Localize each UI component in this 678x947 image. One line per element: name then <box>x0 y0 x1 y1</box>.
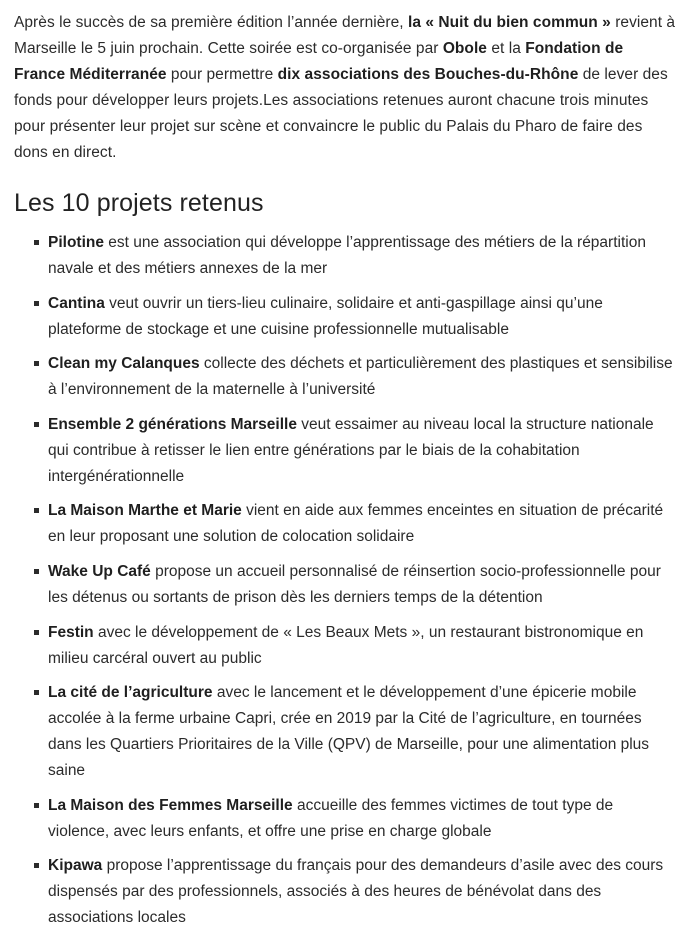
intro-bold-fondation: Fondation de France Méditerranée <box>14 40 624 83</box>
square-bullet-icon <box>34 690 39 695</box>
list-item <box>34 620 676 672</box>
square-bullet-icon <box>34 240 39 245</box>
project-description: avec le lancement et le développement d’une épicerie mobile accolée à la ferme urbaine Capri, crée en 2019 par la Cité de l’agriculture, en tournées dans les Quartiers Prioritaires de la Ville (QPV) de Marseille, pour une alimentation plus saine <box>48 684 650 780</box>
list-item <box>34 351 676 403</box>
project-description: propose l’apprentissage du français pour des demandeurs d’asile avec des cours dispensés par des professionnels, associés à des heures de bénévolat dans des associations locales <box>48 857 664 927</box>
project-name: La Maison des Femmes Marseille <box>48 796 293 814</box>
intro-text: Après le succès de sa première édition l’année dernière, <box>14 14 409 31</box>
project-name: Cantina <box>48 294 105 312</box>
square-bullet-icon <box>34 301 39 306</box>
intro-bold-associations: dix associations des Bouches-du-Rhône <box>277 66 579 83</box>
intro-bold-event: la « Nuit du bien commun » <box>408 14 611 31</box>
intro-bold-obole: Obole <box>442 40 487 57</box>
project-name: Clean my Calanques <box>48 355 200 373</box>
square-bullet-icon <box>34 569 39 574</box>
list-item <box>34 680 676 784</box>
project-name: La cité de l’agriculture <box>48 684 213 702</box>
square-bullet-icon <box>34 361 39 366</box>
intro-text: revient à Marseille le 5 juin prochain. Cette soirée est co-organisée par <box>14 14 676 57</box>
project-name: Kipawa <box>48 857 103 875</box>
square-bullet-icon <box>34 630 39 635</box>
project-name: Pilotine <box>48 234 104 251</box>
list-item <box>34 853 676 931</box>
list-item <box>34 793 676 845</box>
intro-text: et la <box>486 40 526 57</box>
section-title: Les 10 projets retenus <box>14 189 264 217</box>
list-item <box>34 412 676 490</box>
project-name: Wake Up Café <box>48 562 151 580</box>
project-description: veut ouvrir un tiers-lieu culinaire, solidaire et anti-gaspillage ainsi qu’une plateforme de stockage et une cuisine professionnelle mutualisable <box>48 294 603 338</box>
project-description: vient en aide aux femmes enceintes en situation de précarité en leur proposant une solution de colocation solidaire <box>48 502 664 546</box>
square-bullet-icon <box>34 803 39 808</box>
square-bullet-icon <box>34 863 39 868</box>
project-name: Festin <box>48 623 94 641</box>
project-name: Ensemble 2 générations Marseille <box>48 415 297 433</box>
project-description: est une association qui développe l’apprentissage des métiers de la répartition navale et des métiers annexes de la mer <box>48 234 646 277</box>
project-description: avec le développement de « Les Beaux Mets », un restaurant bistronomique en milieu carcéral ouvert au public <box>48 623 644 667</box>
projects-list <box>14 230 678 931</box>
list-item <box>34 230 676 282</box>
list-item <box>34 559 676 611</box>
intro-paragraph <box>14 10 676 166</box>
project-description: collecte des déchets et particulièrement des plastiques et sensibilise à l’environnement de la maternelle à l’université <box>48 355 673 399</box>
list-item <box>34 291 676 343</box>
project-description: veut essaimer au niveau local la structure nationale qui contribue à retisser le lien entre générations par le biais de la cohabitation intergénérationnelle <box>48 415 654 485</box>
square-bullet-icon <box>34 508 39 513</box>
project-description: propose un accueil personnalisé de réinsertion socio-professionnelle pour les détenus ou sortants de prison dès les derniers temps de la détention <box>48 562 661 606</box>
intro-text: pour permettre <box>166 66 278 83</box>
project-name: La Maison Marthe et Marie <box>48 502 242 520</box>
list-item <box>34 498 676 550</box>
square-bullet-icon <box>34 422 39 427</box>
intro-text: de lever des fonds pour développer leurs projets.Les associations retenues auront chacune trois minutes pour présenter leur projet sur scène et convaincre le public du Palais du Pharo de faire des dons en direct. <box>14 66 668 161</box>
project-description: accueille des femmes victimes de tout type de violence, avec leurs enfants, et offre une prise en charge globale <box>48 796 614 840</box>
